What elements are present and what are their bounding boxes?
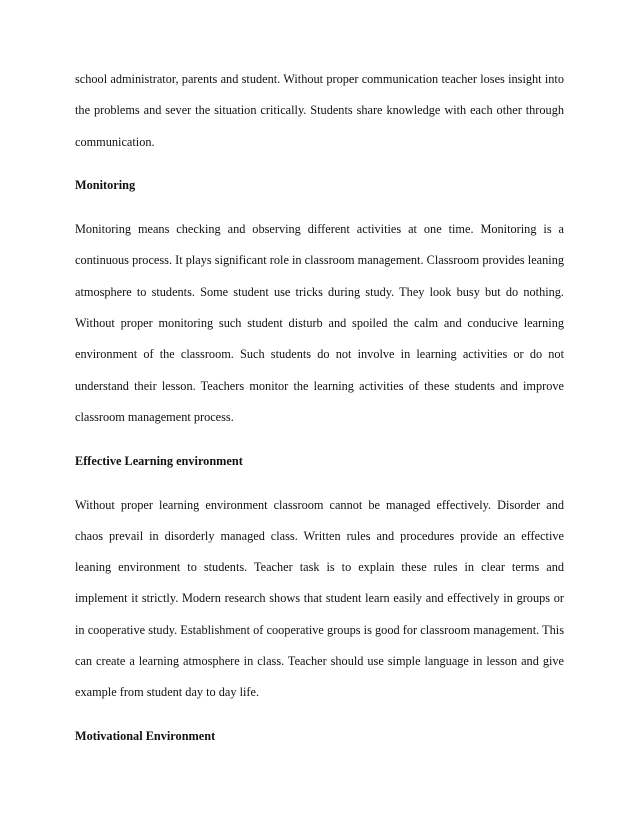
section-paragraph-monitoring: Monitoring means checking and observing different activities at one time. Monitoring is a continuous process. It plays significant role in classroom management. Classroom provides leaning atmosphere to students. Some student use tricks during study. They look busy but do nothing. Without proper monitoring such student disturb and spoiled the calm and conducive learning environment of the classroom. Such students do not involve in learning activities or do not understand their lesson. Teachers monitor the learning activities of these students and improve classroom management process.: [75, 222, 564, 424]
section-heading-motivational-environment: Motivational Environment: [75, 729, 216, 744]
intro-paragraph: school administrator, parents and student. Without proper communication teacher loses insight into the problems and sever the situation critically. Students share knowledge with each other through communication.: [75, 72, 564, 149]
document-body: [75, 64, 564, 765]
section-heading-effective-learning-environment: Effective Learning environment: [75, 453, 243, 468]
section-heading-monitoring: Monitoring: [75, 178, 136, 193]
section-paragraph-effective-learning-environment: Without proper learning environment classroom cannot be managed effectively. Disorder and chaos prevail in disorderly managed class. Written rules and procedures provide an effective leaning environment to students. Teacher task is to explain these rules in clear terms and implement it strictly. Modern research shows that student learn easily and effectively in groups or in cooperative study. Establishment of cooperative groups is good for classroom management. This can create a learning atmosphere in class. Teacher should use simple language in lesson and give example from student day to day life.: [75, 497, 564, 700]
